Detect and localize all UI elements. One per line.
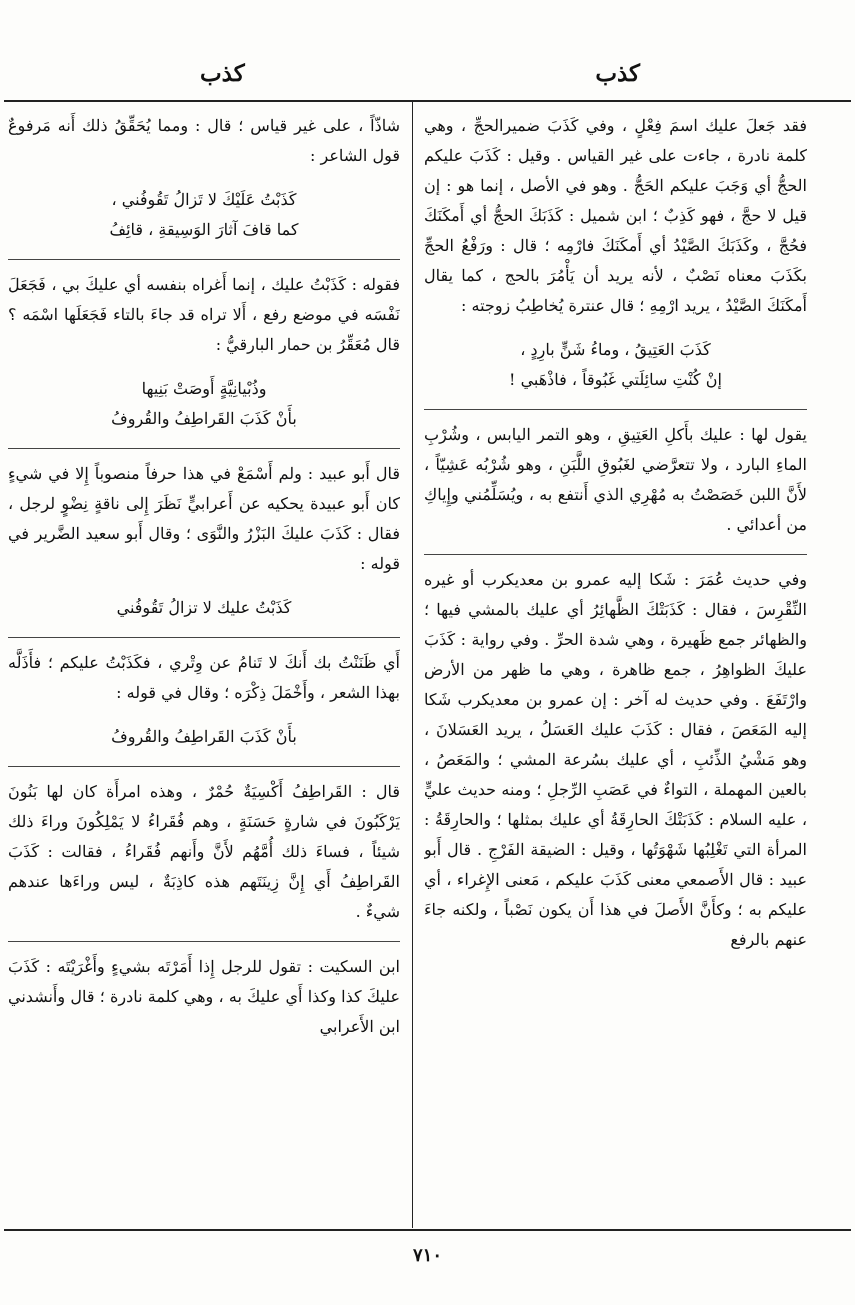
paragraph: وفي حديث عُمَرَ : شَكا إليه عمرو بن معديكرب أو غيره النِّقْرِسَ ، فقال : كَذَبَتْكَ الظَّهائِرُ أي عليك بالمشي فيها ؛ والظهائر جمع ظَهيرة ، وهي شدة الحرِّ . وفي رواية : كَذَبَ عليكَ الظواهِرُ ، جمع ظاهرة ، وهي ما ظهر من الأرض وارْتَفَعَ . وفي حديث له آخر : إن عمرو بن معديكرب شَكا إليه المَعَصَ ، فقال : كَذَبَ عليك العَسَلُ ، يريد العَسَلانَ ، وهو مَشْيُ الذِّئبِ ، أي عليك بسُرعة المشي ؛ والمَعَصُ ، بالعين المهملة ، التواءٌ في عَصَبِ الرِّجلِ ؛ ومنه حديث عليٍّ ، عليه السلام : كَذَبَتْكَ الحارِقَةُ أي عليك بمثلها ؛ والحارِقَةُ : المرأة التي تَغْلِبُها شَهْوَتُها ، وقيل : الضيقة الفَرْجِ . قال أَبو عبيد : قال الأَصمعي معنى كَذَبَ عليكم ، مَعنى الإِغراء ، أي عليكم به ؛ وكأَنَّ الأَصلَ في هذا أَن يكون نَصْباً ، ولكنه جاءَ عنهم بالرفع [424,570,807,949]
verse [8,722,400,752]
right-column [424,111,807,1227]
section-separator [8,448,400,449]
verse [8,374,400,434]
verse [8,185,400,245]
verse [8,593,400,623]
verse-line: كما قافَ آثارَ الوَسِيقةِ ، قائِفُ [109,220,299,239]
right-column-headword: كذب [595,60,640,87]
verse-line: إنْ كُنْتِ سائِلَتي غَبُوقاً ، فاذْهَبي ! [509,370,722,389]
verse-line: وذُبْيانِيَّةٍ أَوصَتْ بَنِيها [141,379,267,398]
section-separator [424,409,807,410]
top-rule [4,100,851,102]
verse [424,335,807,395]
section-separator [8,766,400,767]
paragraph: ابن السكيت : تقول للرجل إِذا أَمَرْتَه بشيءٍ وأَغْرَيْتَه : كَذَبَ عليكَ كذا وكذا أَي عليكَ به ، وهي كلمة نادرة ؛ قال وأَنشدني ابن الأَعرابي [8,957,400,1036]
paragraph: يقول لها : عليك بأَكلِ العَتِيقِ ، وهو التمر اليابس ، وشُرْبِ الماءِ البارد ، ولا تتعرَّضي لغَبُوقِ اللَّبَنِ ، وهو شُرْبُه عَشِيّاً ، لأَنَّ اللبن خَصَصْتُ به مُهْرِي الذي أَنتفع به ، ويُسَلِّمُني وإِياكِ من أعدائي . [424,425,807,534]
bottom-rule [4,1229,851,1231]
verse-line: كَذَبْتُ عليك لا تزالُ تَقُوفُني [116,598,292,617]
section-separator [424,554,807,555]
left-column-headword: كذب [200,60,245,87]
column-divider [412,100,413,1228]
paragraph: قال : القَراطِفُ أَكْسِيَةٌ حُمْرٌ ، وهذه امرأَة كان لها بَنُونَ يَرْكَبُونَ في شارةٍ حَسَنَةٍ ، وهم فُقَراءُ لا يَمْلِكُونَ وراءَ ذلك شيئاً ، فساءَ ذلك أُمَّهُم لأَنَّ وأَنهم فُقَراءُ ، فقالت : كَذَبَ القَراطِفُ أَي إِنَّ زِينَتَهم هذه كاذِبَةٌ ، ليس وراءَها عندهم شيءٌ . [8,782,400,921]
left-column [8,111,400,1227]
verse-line: بأَنْ كَذَبَ القَراطِفُ والقُروفُ [111,727,297,746]
paragraph: شاذّاً ، على غير قياس ؛ قال : ومما يُحَقِّقُ ذلك أَنه مَرفوعٌ قول الشاعر : [8,116,400,165]
paragraph: فقد جَعلَ عليك اسمَ فِعْلٍ ، وفي كَذَبَ ضميرالحجِّ ، وهي كلمة نادرة ، جاءت على غير القياس . وقيل : كَذَبَ عليكم الحجُّ أي وَجَبَ عليكم الحَجُّ . وهو في الأصل ، إنما هو : إن قيل لا حجَّ ، فهو كَذِبٌ ؛ ابن شميل : كَذَبَكَ الحجُّ أي أَمكَنَكَ فحُجَّ ، وكَذَبَكَ الصَّيْدُ أي أَمكَنَكَ فارْمِه ؛ قال : ورَفْعُ الحجِّ بكَذَبَ معناه نَصْبٌ ، لأنه يريد أن يَأْمُرَ بالحج ، كما يقال أَمكَنَكَ الصَّيْدُ ، يريد ارْمِهِ ؛ قال عنترة يُخاطِبُ زوجته : [424,116,807,315]
verse-line: كَذَبَ العَتِيقُ ، وماءُ شَنٍّ بارِدٍ ، [520,340,711,359]
section-separator [8,637,400,638]
section-separator [8,259,400,260]
page-number: ٧١٠ [412,1245,442,1266]
paragraph: قال أَبو عبيد : ولم أَسْمَعْ في هذا حرفاً منصوباً إِلا في شيءٍ كان أَبو عبيدة يحكيه عن أَعرابيٍّ نَظَرَ إِلى ناقةٍ نِضْوٍ لرجل ، فقال : كَذَبَ عليكَ البَزْرُ والنَّوَى ؛ وقال أَبو سعيد الضَّرير في قوله : [8,464,400,573]
verse-line: كَذَبْتُ عَلَيْكَ لا تَزالُ تَقُوفُني ، [111,190,297,209]
section-separator [8,941,400,942]
paragraph: أَي ظَنَنْتُ بك أَنكَ لا تَنامُ عن وِتْري ، فكَذَبْتُ عليكم ؛ فأَذَلَّه بهذا الشعر ، وأَخْمَلَ ذِكْرَه ؛ وقال في قوله : [8,653,400,702]
verse-line: بأَنْ كَذَبَ القَراطِفُ والقُروفُ [111,409,297,428]
paragraph: فقوله : كَذَبْتُ عليك ، إنما أَغراه بنفسه أي عليكَ بي ، فَجَعَلَ نَفْسَه في موضع رفع ، أَلا تراه قد جاءَ بالتاء فَجَعَلَها اسْمَه ؟ قال مُعَقِّرُ بن حمار البارقيُّ : [8,275,400,354]
